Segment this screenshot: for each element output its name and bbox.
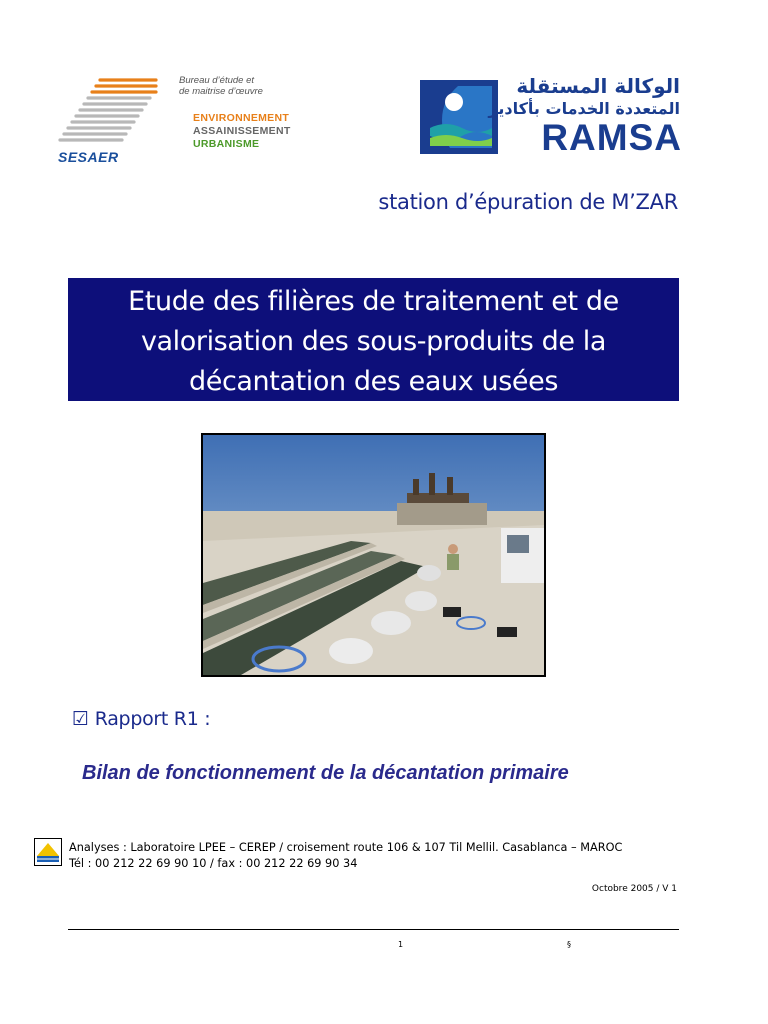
footer-glyph: §: [567, 940, 571, 949]
sesaer-name: SESAER: [58, 149, 119, 165]
footer-divider: [68, 929, 679, 930]
ramsa-emblem: [420, 80, 498, 154]
ramsa-name: RAMSA: [541, 117, 682, 158]
footer-glyph: 1: [398, 940, 404, 949]
title-line: Etude des filières de traitement et de: [128, 286, 619, 317]
document-version: Octobre 2005 / V 1: [591, 884, 677, 894]
domain-assainissement: [193, 125, 291, 138]
sesaer-tagline-line1: Bureau d’étude et: [179, 75, 255, 86]
report-subject: Bilan de fonctionnement de la décantation primaire: [82, 762, 569, 784]
report-label: [72, 708, 210, 730]
lab-contact: [69, 840, 622, 872]
domain-initial: E: [193, 112, 201, 124]
ramsa-arabic-name-line1: الوكالة المستقلة: [516, 74, 680, 98]
station-photo: [201, 433, 546, 677]
sesaer-tagline-line2: de maitrise d’œuvre: [179, 86, 263, 97]
lab-phone: Tél : 00 212 22 69 90 10 / fax : 00 212 22 69 90 34: [69, 857, 358, 870]
domain-rest: NVIRONNEMENT: [200, 112, 290, 124]
checkbox-icon: ☑: [72, 708, 89, 730]
lab-address: Analyses : Laboratoire LPEE – CEREP / croisement route 106 & 107 Til Mellil. Casablanca – MAROC: [69, 841, 623, 854]
domain-environnement: [193, 112, 291, 125]
domain-initial: A: [193, 125, 201, 137]
document-subtitle: station d’épuration de M’ZAR: [378, 190, 678, 214]
domain-rest: RBANISME: [200, 138, 260, 150]
title-line: décantation des eaux usées: [189, 366, 558, 397]
ramsa-arabic-name-line2: المتعددة الخدمات بأكادير: [488, 99, 680, 118]
domain-urbanisme: [193, 138, 291, 151]
domain-initial: U: [193, 138, 201, 150]
domain-rest: SSAINISSEMENT: [200, 125, 291, 137]
title-line: valorisation des sous-produits de la: [140, 326, 607, 357]
lpee-logo-icon: [34, 838, 62, 866]
report-number: Rapport R1 :: [94, 708, 211, 730]
sesaer-tagline: [179, 75, 263, 97]
sesaer-domains: [193, 112, 291, 151]
document-title: [68, 278, 679, 401]
